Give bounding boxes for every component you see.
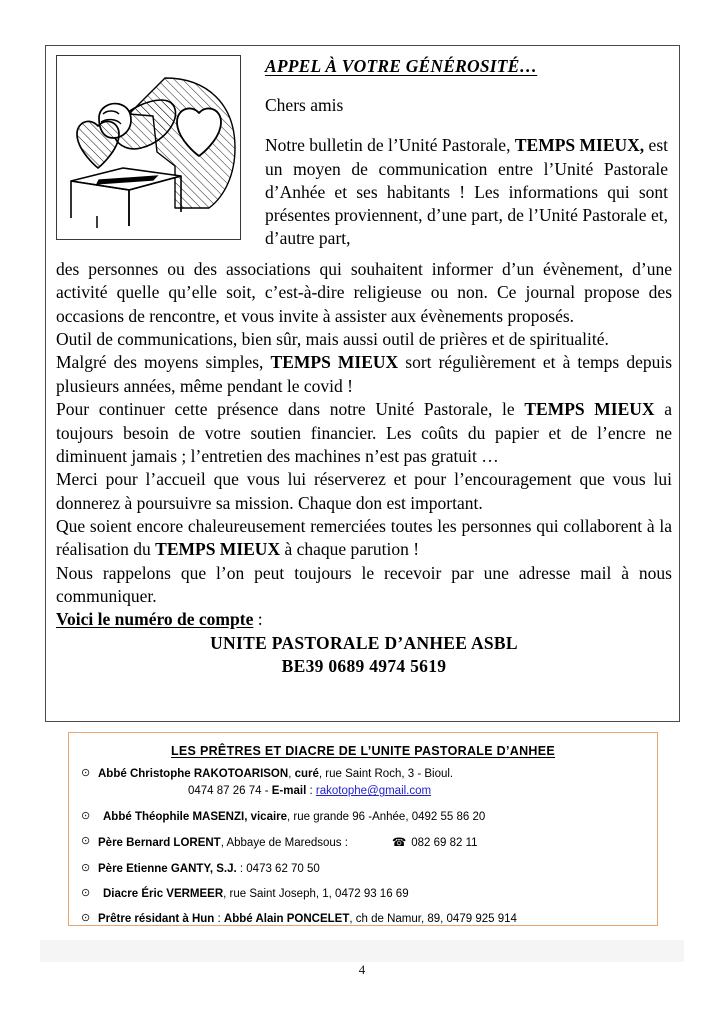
contact-details [98, 887, 647, 901]
contact-phone-mail-line [98, 784, 647, 798]
circled-dot-icon: ⊙ [81, 912, 91, 925]
account-label-suffix: : [253, 609, 263, 630]
contact-address: , Abbaye de Maredsous : [220, 837, 348, 850]
account-iban: BE39 0689 4974 5619 [281, 656, 447, 677]
contact-name: Abbé Théophile MASENZI, vicaire [103, 810, 288, 823]
account-holder: UNITE PASTORALE D’ANHEE ASBL [210, 632, 518, 653]
intro-text-column [241, 50, 672, 251]
list-item [79, 835, 647, 850]
contact-role: curé [294, 768, 319, 780]
brand-name-bold: TEMPS MIEUX [155, 539, 281, 560]
contact-phone: 082 69 82 11 [411, 837, 478, 850]
contact-phone: : 0473 62 70 50 [236, 862, 320, 875]
main-body-text [56, 258, 672, 678]
malgre-part-1: Malgré des moyens simples, [56, 352, 271, 373]
contact-details [98, 912, 647, 926]
page-number: 4 [358, 962, 366, 977]
intro-block [56, 50, 672, 251]
continuer-part-1: Pour continuer cette présence dans notre Unité Pastorale, le [56, 399, 525, 420]
page-title: APPEL À VOTRE GÉNÉROSITÉ… [265, 56, 538, 76]
contact-name: Abbé Alain PONCELET [223, 913, 350, 926]
salutation: Chers amis [265, 95, 344, 115]
brand-name-bold: TEMPS MIEUX [524, 399, 655, 420]
paragraph-malgre [56, 351, 672, 398]
intro-part-1: Notre bulletin de l’Unité Pastorale, [265, 135, 515, 156]
continuer-part-2: a toujours besoin de votre soutien financier. Les coûts du papier et de l’encre ne diminuent jamais ; l’entretien des machines n’est pas gratuit … [56, 399, 672, 466]
list-item [79, 810, 647, 824]
contacts-title: LES PRÊTRES ET DIACRE DE L’UNITE PASTORALE D’ANHEE [170, 744, 556, 758]
paragraph-rappelons: Nous rappelons que l’on peut toujours le recevoir par une adresse mail à nous communiquer. [56, 562, 672, 607]
paragraph-continuer [56, 398, 672, 468]
paragraph-remerciees [56, 515, 672, 562]
hand-dropping-heart-into-donation-box-icon [57, 56, 240, 239]
donation-illustration-frame [56, 55, 241, 240]
clergy-contacts-box [68, 732, 658, 926]
account-label: Voici le numéro de compte [56, 609, 254, 630]
account-label-line [56, 608, 672, 631]
brand-name-bold: TEMPS MIEUX, [514, 135, 645, 156]
paragraph-associations: des personnes ou des associations qui souhaitent informer d’un évènement, d’une activité quelle qu’elle soit, c’est-à-dire religieuse ou non. Ce journal propose des occasions de rencontre, et vous invite à assister aux évènements proposés. [56, 259, 672, 326]
list-item [79, 887, 647, 901]
contact-address: , rue Saint Joseph, 1, 0472 93 16 69 [223, 887, 409, 900]
footer-bar [40, 940, 684, 962]
list-item [79, 912, 647, 926]
contact-details [98, 862, 647, 876]
paragraph-outil: Outil de communications, bien sûr, mais aussi outil de prières et de spiritualité. [56, 329, 609, 350]
email-label: E-mail [271, 785, 307, 798]
circled-dot-icon: ⊙ [81, 809, 91, 822]
contact-name: Abbé Christophe RAKOTOARISON [98, 768, 289, 780]
circled-dot-icon: ⊙ [81, 886, 91, 899]
circled-dot-icon: ⊙ [81, 835, 91, 848]
contact-phone: 0474 87 26 74 - [188, 785, 272, 798]
contact-separator: , [288, 768, 295, 780]
brand-name-bold: TEMPS MIEUX [270, 352, 399, 373]
contact-address: , ch de Namur, 89, 0479 925 914 [349, 913, 517, 926]
contact-details [98, 835, 647, 850]
email-separator: : [306, 785, 316, 798]
remerciees-part-1: Que soient encore chaleureusement remerciées toutes les personnes qui collaborent à la réalisation du [56, 515, 672, 560]
list-item [79, 767, 647, 799]
remerciees-part-2: à chaque parution ! [280, 539, 420, 560]
malgre-part-2: sort régulièrement et à temps depuis plusieurs années, même pendant le covid ! [56, 352, 673, 396]
contact-details [98, 767, 647, 799]
contact-name: Père Bernard LORENT [98, 837, 221, 850]
list-item [79, 862, 647, 876]
contact-role: Prêtre résidant à Hun [98, 913, 215, 926]
paragraph-merci: Merci pour l’accueil que vous lui réserverez et pour l’encouragement que vous lui donnerez à poursuivre sa mission. Chaque don est important. [56, 469, 672, 513]
circled-dot-icon: ⊙ [81, 767, 91, 779]
contact-address: , rue Saint Roch, 3 - Bioul. [318, 768, 454, 780]
contact-name: Père Etienne GANTY, S.J. [98, 862, 237, 875]
email-link[interactable]: rakotophe@gmail.com [315, 785, 432, 798]
intro-part-2: est un moyen de communication entre l’Unité Pastorale d’Anhée et ses habitants ! Les informations qui sont présentes proviennent, d’une part, de l’Unité Pastorale et, d’autre part, [265, 135, 668, 249]
contact-details [98, 810, 647, 824]
telephone-icon: ☎ [391, 835, 407, 850]
contact-address: , rue grande 96 -Anhée, 0492 55 86 20 [287, 810, 486, 823]
intro-paragraph [265, 134, 668, 250]
contact-name: Diacre Éric VERMEER [103, 887, 224, 900]
circled-dot-icon: ⊙ [81, 861, 91, 874]
contact-separator: : [214, 913, 224, 926]
